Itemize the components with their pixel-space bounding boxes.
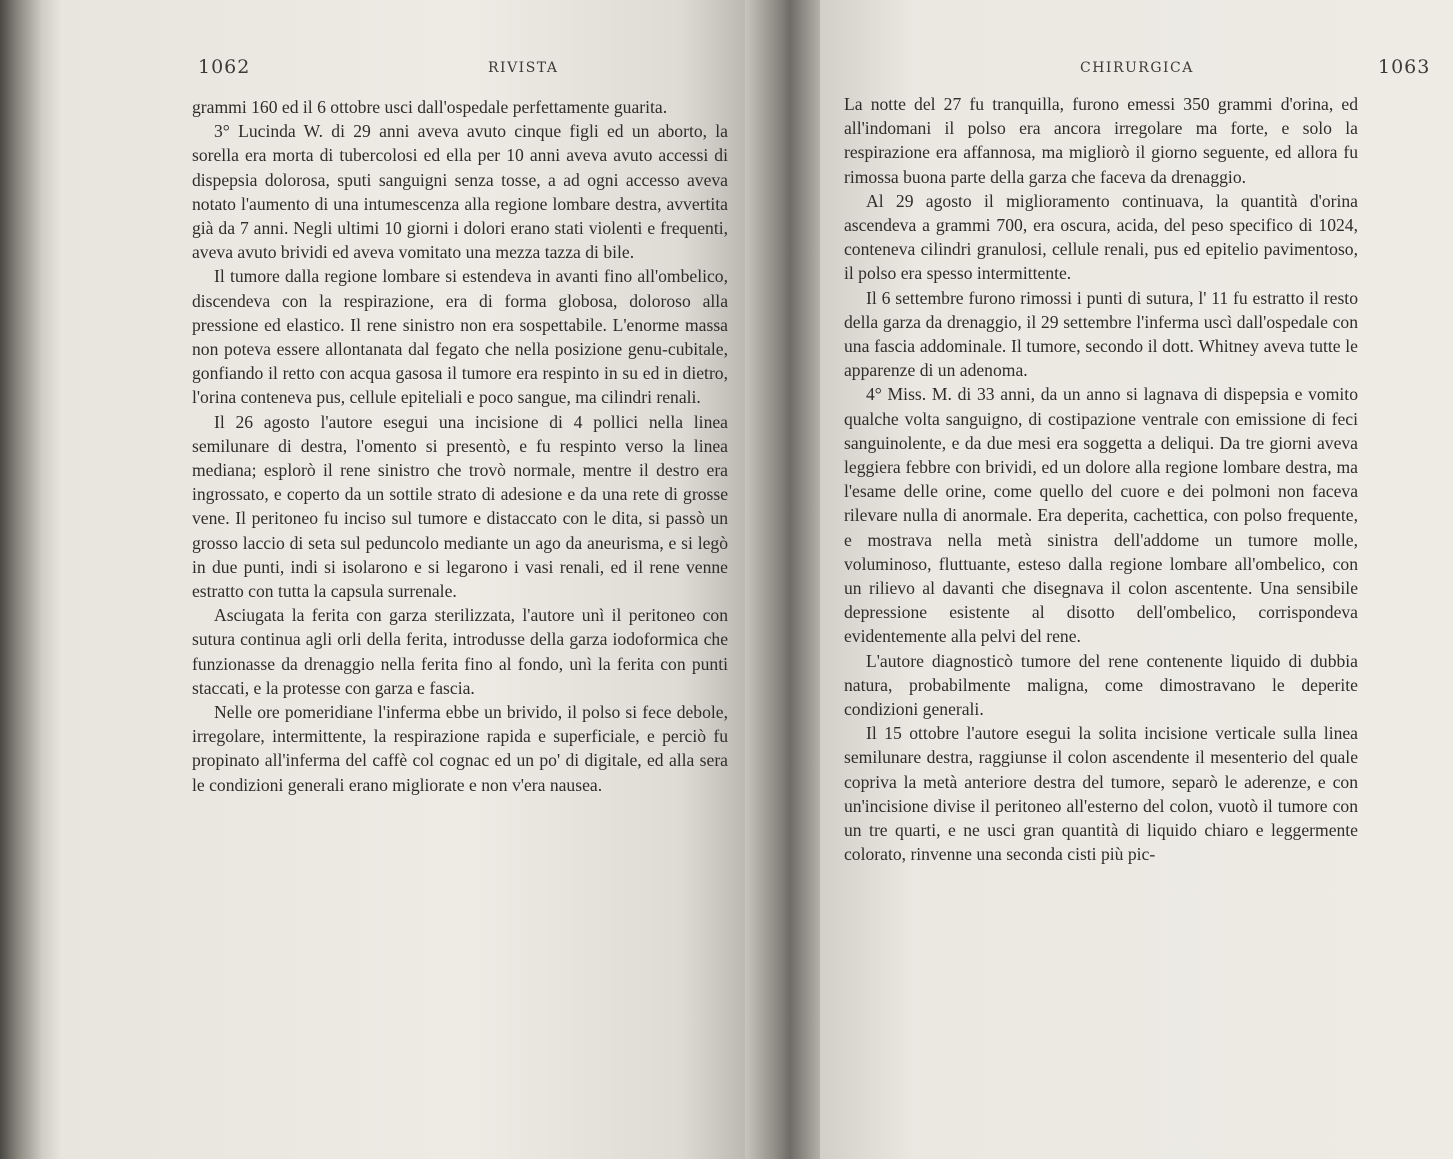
paragraph: Nelle ore pomeridiane l'inferma ebbe un brivido, il polso si fece debole, irregolare, intermittente, la respirazione rapida e superficiale, e perciò fu propinato all'inferma del caffè col cognac ed un po' di digitale, ed alla sera le condizioni generali erano migliorate e non v'era nausea. bbox=[192, 702, 728, 795]
paragraph: La notte del 27 fu tranquilla, furono emessi 350 grammi d'orina, ed all'indomani il polso era ancora irregolare ma forte, e solo la respirazione era affannosa, ma migliorò il giorno seguente, ed allora fu rimossa buona parte della garza che faceva da drenaggio. bbox=[844, 94, 1358, 187]
binding-edge bbox=[0, 0, 60, 1159]
paragraph: Il 15 ottobre l'autore esegui la solita incisione verticale sulla linea semilunare destra, raggiunse il colon ascendente il mesenterio del quale copriva la metà anteriore destra del tumore, separò le aderenze, e con un'incisione divise il peritoneo all'esterno del colon, vuotò il tumore con un tre quarti, e ne usci gran quantità di liquido chiaro e leggermente colorato, rinvenne una seconda cisti più pic- bbox=[844, 723, 1358, 865]
paragraph: Il 6 settembre furono rimossi i punti di sutura, l' 11 fu estratto il resto della garza da drenaggio, il 29 settembre l'inferma uscì dall'ospedale con una fascia addominale. Il tumore, secondo il dott. Whitney aveva tutte le apparenze di un adenoma. bbox=[844, 287, 1358, 381]
paragraph: 4° Miss. M. di 33 anni, da un anno si lagnava di dispepsia e vomito qualche volta sanguigno, di costipazione ventrale con emissione di feci sanguinolente, e da due mesi era soggetta a deliqui. Da tre giorni aveva leggiera febbre con brividi, ed un dolore alla regione lombare destra, ma l'esame delle orine, come quello del cuore e dei polmoni non faceva rilevare nulla di anormale. Era deperita, cachettica, con polso frequente, e mostrava nella metà sinistra dell'addome un tumore molle, voluminoso, fluttuante, esteso dalla regione lombare all'ombelico, con un rilievo al davanti che disegnava il colon ascentente. Una sensibile depressione esistente al disotto dell'ombelico, corrispondeva evidentemente alla pelvi del rene. bbox=[844, 384, 1358, 647]
paragraph: Al 29 agosto il miglioramento continuava, la quantità d'orina ascendeva a grammi 700, era oscura, acida, del peso specifico di 1024, conteneva cilindri granulosi, cellule renali, pus ed epitelio pavimentoso, il polso era spesso intermittente. bbox=[844, 190, 1358, 284]
right-page bbox=[820, 0, 1453, 1159]
paragraph: Asciugata la ferita con garza sterilizzata, l'autore unì il peritoneo con sutura continua agli orli della ferita, introdusse della garza iodoformica che funzionasse da drenaggio nella ferita fino al fondo, unì la ferita con punti staccati, e la protesse con garza e fascia. bbox=[192, 605, 728, 698]
paragraph: Il 26 agosto l'autore esegui una incisione di 4 pollici nella linea semilunare di destra, l'omento si presentò, e fu respinto verso la linea mediana; esplorò il rene sinistro che trovò normale, mentre il destro era ingrossato, e coperto da un sottile strato di adesione e da una rete di grosse vene. Il peritoneo fu inciso sul tumore e distaccato con le dita, si passò un grosso laccio di seta sul peduncolo mediante un ago da aneurisma, e si legò in due punti, indi si isolarono e si legarono i vasi renali, ed il rene venne estratto con tutta la capsula surrenale. bbox=[192, 411, 728, 602]
paragraph: Il tumore dalla regione lombare si estendeva in avanti fino all'ombelico, discendeva con la respirazione, era di forma globosa, doloroso alla pressione ed elastico. Il rene sinistro non era sospettabile. L'enorme massa non poteva essere allontanata dal fegato che nella posizione genu-cubitale, gonfiando il retto con acqua gasosa il tumore era respinto in su ed in dietro, l'orina conteneva pus, cellule epiteliali e poco sangue, ma cilindri renali. bbox=[192, 266, 728, 408]
paragraph: 3° Lucinda W. di 29 anni aveva avuto cinque figli ed un aborto, la sorella era morta di tubercolosi ed ella per 10 anni aveva avuto accessi di dispepsia dolorosa, sputi sanguigni senza tosse, a ad ogni accesso aveva notato l'aumento di una intumescenza alla regione lombare destra, avvertita già da 7 anni. Negli ultimi 10 giorni i dolori erano stati violenti e frequenti, aveva avuto brividi ed aveva vomitato una mezza tazza di bile. bbox=[192, 121, 728, 263]
left-page bbox=[60, 0, 750, 1159]
left-text-block bbox=[192, 95, 728, 797]
paragraph: grammi 160 ed il 6 ottobre usci dall'ospedale perfettamente guarita. bbox=[192, 97, 668, 117]
left-head-title: RIVISTA bbox=[488, 60, 559, 76]
right-head-title: CHIRURGICA bbox=[1080, 60, 1194, 76]
right-text-block bbox=[844, 92, 1358, 867]
right-folio: 1063 bbox=[1378, 56, 1431, 78]
paragraph: L'autore diagnosticò tumore del rene contenente liquido di dubbia natura, probabilmente maligna, come dimostravano le deperite condizioni generali. bbox=[844, 650, 1358, 720]
left-folio: 1062 bbox=[198, 56, 251, 78]
